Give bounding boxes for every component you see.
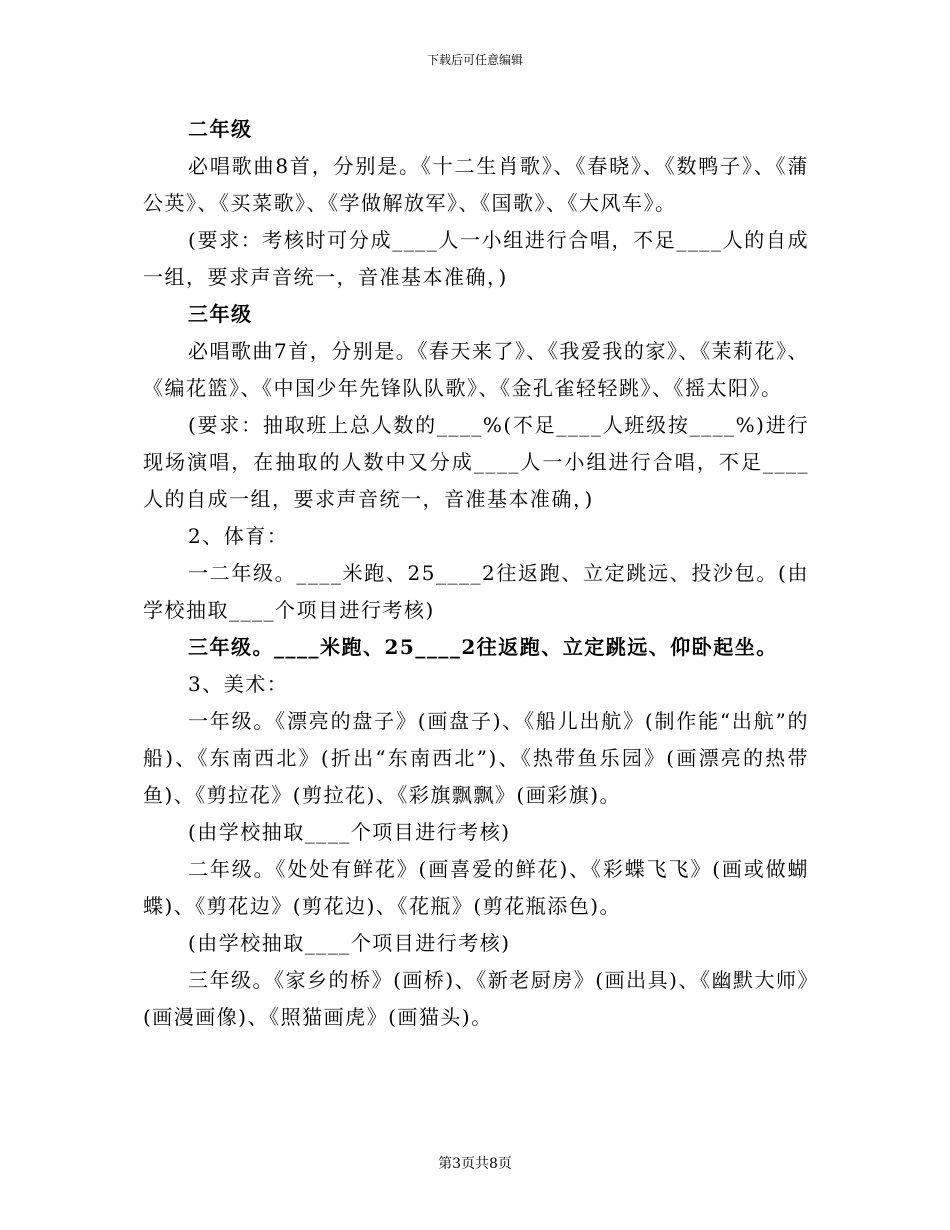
paragraph-grade-2-songs: 必唱歌曲8首，分别是。《十二生肖歌》、《春晓》、《数鸭子》、《蒲公英》、《买菜歌》、《学做解放军》、《国歌》、《大风车》。 — [143, 154, 809, 215]
paragraph-grade-2-requirement: (要求：考核时可分成____人一小组进行合唱，不足____人的自成一组，要求声音统一，音准基本准确，) — [143, 228, 809, 289]
paragraph-grade-3-requirement: (要求：抽取班上总人数的____%(不足____人班级按____%)进行现场演唱，在抽取的人数中又分成____人一小组进行合唱，不足____人的自成一组，要求声音统一，音准基本准确，) — [143, 413, 809, 511]
section-heading-art: 3、美术： — [188, 672, 289, 696]
paragraph-grade-3-songs: 必唱歌曲7首，分别是。《春天来了》、《我爱我的家》、《茉莉花》、《编花篮》、《中国少年先锋队队歌》、《金孔雀轻轻跳》、《摇太阳》。 — [143, 339, 809, 400]
page-header: 下载后可任意编辑 — [426, 53, 523, 67]
paragraph-art-grade-2-note: (由学校抽取____个项目进行考核) — [188, 931, 511, 955]
paragraph-pe-grade-3: 三年级。____米跑、25____2往返跑、立定跳远、仰卧起坐。 — [188, 635, 778, 659]
paragraph-art-grade-1: 一年级。《漂亮的盘子》(画盘子)、《船儿出航》(制作能“出航”的船)、《东南西北》(折出“东南西北”)、《热带鱼乐园》(画漂亮的热带鱼)、《剪拉花》(剪拉花)、《彩旗飘飘》(画彩旗)。 — [143, 709, 809, 807]
heading-grade-3: 三年级 — [188, 302, 253, 326]
document-body — [143, 111, 809, 1036]
paragraph-art-grade-1-note: (由学校抽取____个项目进行考核) — [188, 820, 511, 844]
page-footer: 第3页共8页 — [438, 1156, 512, 1172]
paragraph-art-grade-3: 三年级。《家乡的桥》(画桥)、《新老厨房》(画出具)、《幽默大师》(画漫画像)、《照猫画虎》(画猫头)。 — [143, 968, 809, 1029]
section-heading-pe: 2、体育： — [188, 524, 289, 548]
heading-grade-2: 二年级 — [188, 117, 253, 141]
paragraph-art-grade-2: 二年级。《处处有鲜花》(画喜爱的鲜花)、《彩蝶飞飞》(画或做蝴蝶)、《剪花边》(剪花边)、《花瓶》(剪花瓶添色)。 — [143, 857, 809, 918]
paragraph-pe-grade-1-2: 一二年级。____米跑、25____2往返跑、立定跳远、投沙包。(由学校抽取____个项目进行考核) — [143, 561, 809, 622]
